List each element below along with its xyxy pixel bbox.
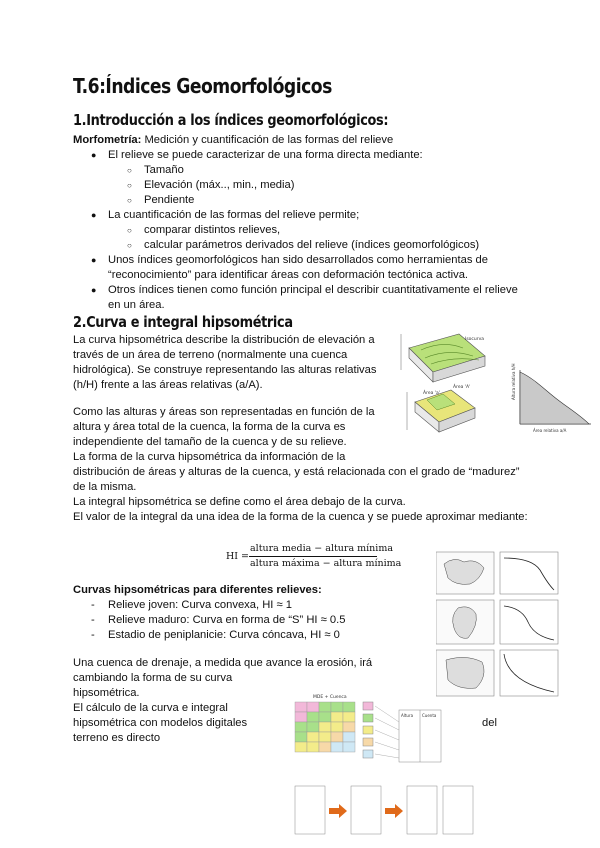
paragraph-line: hipsométrica.: [73, 687, 140, 699]
paragraph-line: distribución de áreas y alturas de la cuenca, y está relacionada con el grado de “madurez”: [73, 466, 520, 478]
circle-bullet-icon: ○: [127, 181, 132, 190]
figure-label: Isocurva: [465, 337, 485, 342]
bullet-4-line-1: Otros índices tienen como función principal el describir cuantitativamente el relieve: [108, 284, 518, 296]
axis-label: Área relativa a/A: [533, 428, 567, 433]
paragraph-line: altura y área total de la cuenca, la forma de la curva es: [73, 421, 346, 433]
page-title: T.6:Índices Geomorfológicos: [73, 74, 332, 98]
curves-heading: Curvas hipsométricas para diferentes relieves:: [73, 584, 322, 596]
section-1-heading: 1.Introducción a los índices geomorfológicos:: [73, 111, 389, 129]
fraction-bar: [249, 556, 377, 557]
relief-curves-figure: [436, 550, 596, 700]
paragraph-line: terreno es directo: [73, 732, 161, 744]
definition-line: [73, 133, 393, 148]
paragraph-line: (h/H) frente a las áreas relativas (a/A).: [73, 379, 263, 391]
curve-item: Estadio de peniplanicie: Curva cóncava, HI ≈ 0: [108, 629, 340, 641]
paragraph-line: de la misma.: [73, 481, 137, 493]
sub-bullet: Pendiente: [144, 194, 195, 206]
paragraph-line: La curva hipsométrica describe la distribución de elevación a: [73, 334, 375, 346]
bullet-icon: ●: [91, 255, 97, 265]
formula-lhs: HI =: [226, 551, 250, 562]
paragraph-line: El cálculo de la curva e integral: [73, 702, 228, 714]
bullet-1: El relieve se puede caracterizar de una forma directa mediante:: [108, 149, 423, 161]
circle-bullet-icon: ○: [127, 226, 132, 235]
paragraph-line: hidrológica). Se construye representando las alturas relativas: [73, 364, 377, 376]
paragraph-line: La integral hipsométrica se define como el área debajo de la curva.: [73, 496, 406, 508]
figure-label: Área 'a': [423, 391, 441, 396]
dash-bullet-icon: -: [91, 599, 95, 611]
paragraph-line: independiente del tamaño de la cuenca y de su relieve.: [73, 436, 347, 448]
paragraph-line: hipsométrica con modelos digitales: [73, 717, 248, 729]
circle-bullet-icon: ○: [127, 196, 132, 205]
circle-bullet-icon: ○: [127, 241, 132, 250]
sub-bullet: comparar distintos relieves,: [144, 224, 281, 236]
bullet-3-line-1: Unos índices geomorfológicos han sido desarrollados como herramientas de: [108, 254, 488, 266]
dash-bullet-icon: -: [91, 614, 95, 626]
paragraph-line: Una cuenca de drenaje, a medida que avance la erosión, irá: [73, 657, 373, 669]
formula-denominator: altura máxima − altura mínima: [250, 558, 402, 569]
paragraph-line: cambiando la forma de su curva: [73, 672, 233, 684]
circle-bullet-icon: ○: [127, 166, 132, 175]
paragraph-line: Como las alturas y áreas son representadas en función de la: [73, 406, 375, 418]
dash-bullet-icon: -: [91, 629, 95, 641]
sub-bullet: calcular parámetros derivados del relieve (índices geomorfológicos): [144, 239, 480, 251]
bullet-4-line-2: en un área.: [108, 299, 165, 311]
paragraph-line: La forma de la curva hipsométrica da información de la: [73, 451, 346, 463]
definition-text: Medición y cuantificación de las formas del relieve: [141, 134, 394, 146]
table-header: Cuenta: [422, 713, 437, 718]
definition-term: Morfometría:: [73, 134, 142, 146]
dem-basin-figure: [293, 690, 493, 840]
bullet-icon: ●: [91, 285, 97, 295]
figure-label: MDE + Cuenca: [313, 695, 347, 700]
paragraph-line: El valor de la integral da una idea de la forma de la cuenca y se puede aproximar mediante:: [73, 511, 528, 523]
bullet-icon: ●: [91, 150, 97, 160]
sub-bullet: Tamaño: [144, 164, 184, 176]
curve-item: Relieve maduro: Curva en forma de “S” HI ≈ 0.5: [108, 614, 346, 626]
section-2-heading: 2.Curva e integral hipsométrica: [73, 313, 293, 331]
bullet-3-line-2: “reconocimiento” para identificar áreas con deformación tectónica activa.: [108, 269, 469, 281]
paragraph-word: del: [482, 717, 497, 729]
bullet-2: La cuantificación de las formas del relieve permite;: [108, 209, 360, 221]
curve-item: Relieve joven: Curva convexa, HI ≈ 1: [108, 599, 292, 611]
table-header: Altura: [401, 713, 414, 718]
paragraph-line: través de un área de terreno (normalmente una cuenca: [73, 349, 348, 361]
axis-label: Altura relativa h/H: [511, 363, 516, 400]
sub-bullet: Elevación (máx.., min., media): [144, 179, 295, 191]
bullet-icon: ●: [91, 210, 97, 220]
hypsometric-curve-figure: [393, 330, 593, 440]
formula-numerator: altura media − altura mínima: [250, 543, 394, 554]
figure-label: Área 'A': [453, 385, 471, 390]
